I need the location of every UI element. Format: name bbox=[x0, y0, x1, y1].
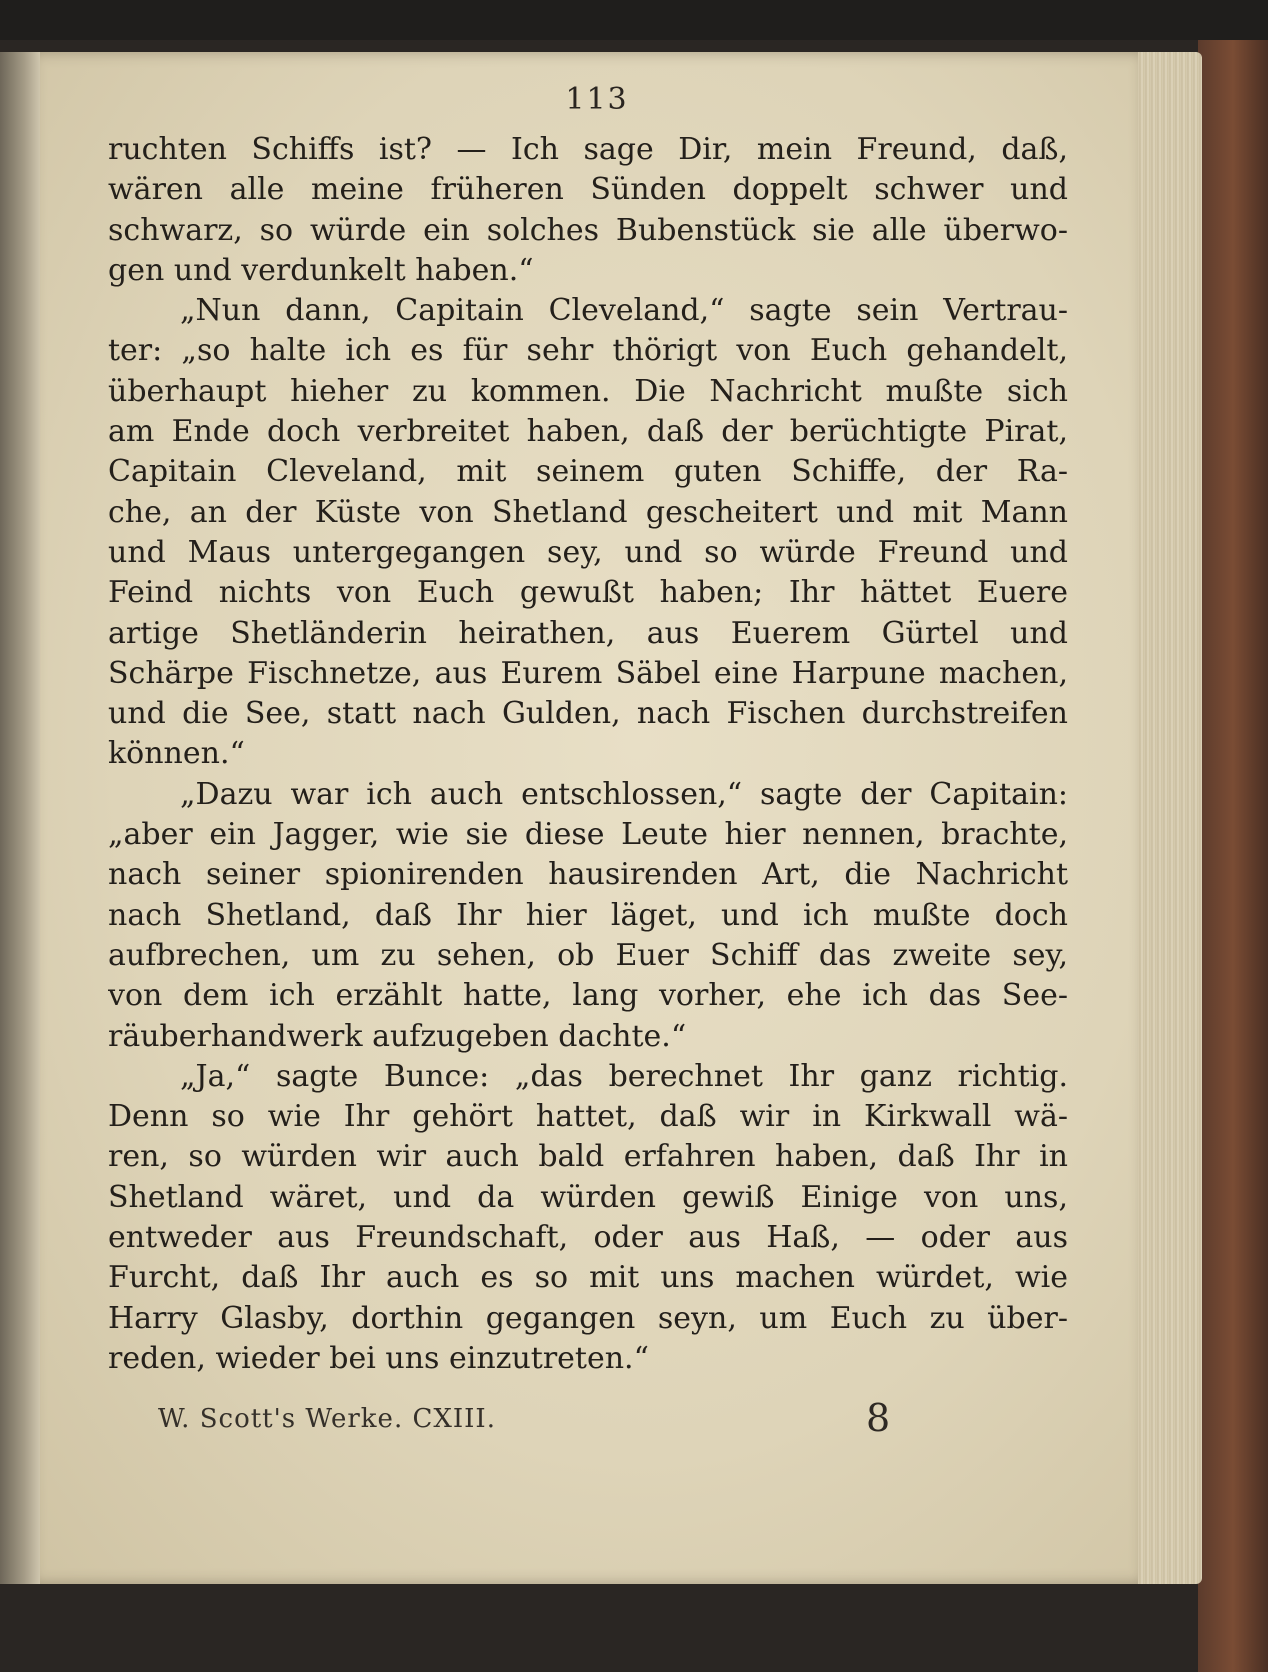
text-line: räuberhandwerk aufzugeben dachte.“ bbox=[108, 1018, 687, 1054]
text-line: Furcht, daß Ihr auch es so mit uns machen würdet, wie bbox=[108, 1260, 1068, 1296]
page-body-text bbox=[108, 130, 1068, 1379]
text-line: Shetland wäret, und da würden gewiß Einige von uns, bbox=[108, 1179, 1068, 1215]
text-line: können.“ bbox=[108, 736, 245, 772]
text-line: ter: „so halte ich es für sehr thörigt von Euch gehandelt, bbox=[108, 333, 1068, 369]
text-line: ren, so würden wir auch bald erfahren haben, daß Ihr in bbox=[108, 1139, 1068, 1175]
text-line: nach seiner spionirenden hausirenden Art, die Nachricht bbox=[108, 857, 1068, 893]
book-cover-edge bbox=[1198, 40, 1268, 1672]
text-line: Schärpe Fischnetze, aus Eurem Säbel eine Harpune machen, bbox=[108, 655, 1068, 691]
page-gutter-shadow bbox=[0, 52, 40, 1584]
text-line: Denn so wie Ihr gehört hattet, daß wir in Kirkwall wä- bbox=[108, 1099, 1068, 1135]
text-line: reden, wieder bei uns einzutreten.“ bbox=[108, 1340, 649, 1376]
page-number: 113 bbox=[565, 82, 629, 117]
text-line: und Maus untergegangen sey, und so würde Freund und bbox=[108, 534, 1068, 570]
text-line: und die See, statt nach Gulden, nach Fischen durchstreifen bbox=[108, 696, 1068, 732]
sheet-number: 8 bbox=[866, 1396, 891, 1440]
book-page bbox=[26, 52, 1138, 1584]
text-line: „Nun dann, Capitain Cleveland,“ sagte sein Vertrau- bbox=[180, 293, 1068, 329]
text-line: aufbrechen, um zu sehen, ob Euer Schiff das zweite sey, bbox=[108, 937, 1068, 973]
page-footer bbox=[158, 1396, 1058, 1440]
printer-signature: W. Scott's Werke. CXIII. bbox=[158, 1404, 496, 1434]
text-line: Capitain Cleveland, mit seinem guten Schiffe, der Ra- bbox=[108, 454, 1068, 490]
text-line: ruchten Schiffs ist? — Ich sage Dir, mein Freund, daß, bbox=[108, 132, 1068, 167]
text-line: von dem ich erzählt hatte, lang vorher, ehe ich das See- bbox=[108, 978, 1068, 1014]
text-line: überhaupt hieher zu kommen. Die Nachricht mußte sich bbox=[108, 373, 1068, 409]
text-line: Harry Glasby, dorthin gegangen seyn, um Euch zu über- bbox=[108, 1300, 1068, 1336]
text-line: entweder aus Freundschaft, oder aus Haß, — oder aus bbox=[108, 1220, 1068, 1256]
text-line: artige Shetländerin heirathen, aus Euerem Gürtel und bbox=[108, 615, 1068, 651]
text-line: am Ende doch verbreitet haben, daß der berüchtigte Pirat, bbox=[108, 414, 1068, 450]
text-line: schwarz, so würde ein solches Bubenstück sie alle überwo- bbox=[108, 212, 1068, 248]
text-line: Feind nichts von Euch gewußt haben; Ihr hättet Euere bbox=[108, 575, 1068, 611]
text-line: che, an der Küste von Shetland gescheitert und mit Mann bbox=[108, 494, 1068, 530]
text-line: „Ja,“ sagte Bunce: „das berechnet Ihr ganz richtig. bbox=[180, 1058, 1068, 1094]
text-line: „aber ein Jagger, wie sie diese Leute hier nennen, brachte, bbox=[108, 817, 1068, 853]
text-line: gen und verdunkelt haben.“ bbox=[108, 252, 534, 288]
text-line: wären alle meine früheren Sünden doppelt schwer und bbox=[108, 172, 1068, 208]
text-line: nach Shetland, daß Ihr hier läget, und ich mußte doch bbox=[108, 897, 1068, 933]
text-line: „Dazu war ich auch entschlossen,“ sagte der Capitain: bbox=[180, 776, 1068, 812]
